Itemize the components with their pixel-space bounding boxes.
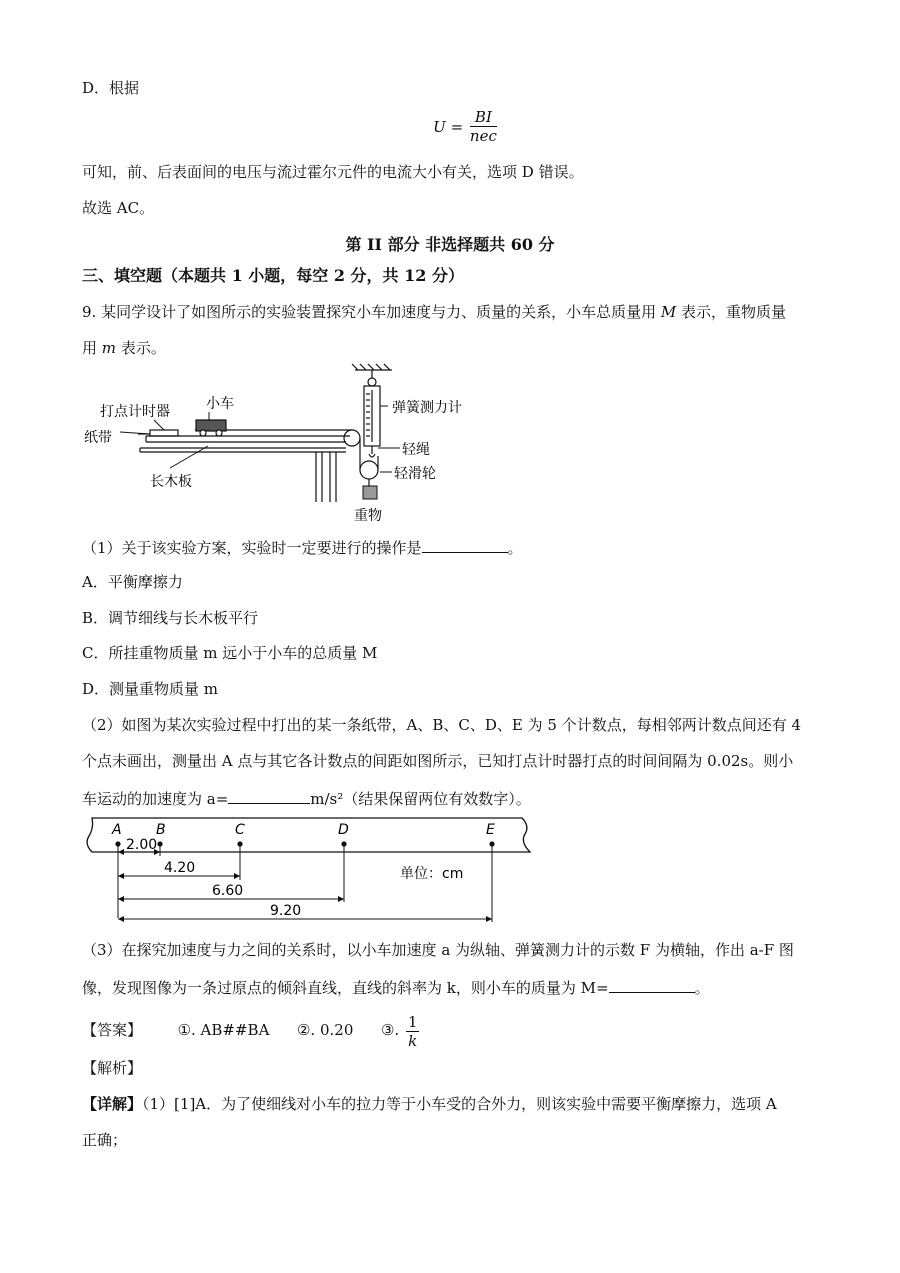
formula-denominator: nec — [469, 127, 497, 145]
q9-part1-prompt: （1）关于该实验方案，实验时一定要进行的操作是 — [82, 539, 422, 557]
tape-label-c: C — [235, 822, 245, 838]
q9-option-c: C．所挂重物质量 m 远小于小车的总质量 M — [82, 644, 378, 662]
q9-stem-text-tail: 表示，重物质量 — [681, 303, 787, 321]
weight-icon — [363, 486, 377, 499]
answer-3-denominator: k — [408, 1031, 418, 1050]
tape-label-d: D — [338, 822, 349, 838]
apparatus-diagram — [0, 360, 900, 530]
q9-option-d: D．测量重物质量 m — [82, 680, 219, 698]
q9-option-b: B．调节细线与长木板平行 — [82, 609, 259, 627]
tape-unit: 单位：cm — [400, 866, 464, 882]
tape-distance-ab: 2.00 — [126, 837, 158, 853]
detail-text: （1）[1]A．为了使细线对小车的拉力等于小车受的合外力，则该实验中需要平衡摩擦力，选项 A — [142, 1095, 777, 1113]
q9-part2-line1: （2）如图为某次实验过程中打出的某一条纸带，A、B、C、D、E 为 5 个计数点，每相邻两计数点间还有 4 — [82, 716, 802, 734]
section-title: 三、填空题（本题共 1 小题，每空 2 分，共 12 分） — [82, 266, 464, 285]
detail-line2: 正确； — [82, 1131, 128, 1149]
q9-stem-line2 — [82, 338, 166, 358]
q9-stem-M: M — [660, 303, 677, 321]
answer-3-numerator: 1 — [407, 1012, 418, 1031]
q9-part3-end: 。 — [694, 979, 710, 997]
tape-distance-ae: 9.20 — [270, 903, 302, 919]
label-weight: 重物 — [354, 508, 382, 524]
formula-numerator: BI — [470, 108, 497, 127]
q9-part3-prompt: 像，发现图像为一条过原点的倾斜直线，直线的斜率为 k，则小车的质量为 M= — [82, 979, 609, 997]
q9-stem-line2-tail: 表示。 — [120, 339, 166, 357]
detail-line1 — [82, 1094, 777, 1114]
tape-point-e — [489, 841, 494, 846]
tape-point-a — [115, 841, 120, 846]
board-and-table-icon — [140, 436, 350, 502]
q9-part2-unit: m/s²（结果保留两位有效数字）。 — [310, 790, 531, 808]
q9-stem-text: 9. 某同学设计了如图所示的实验装置探究小车加速度与力、质量的关系，小车总质量用 — [82, 303, 657, 321]
q9-stem-line1 — [82, 302, 786, 322]
tape-label-e: E — [486, 822, 495, 838]
q9-part3-line2 — [82, 976, 710, 998]
tape-dots — [115, 841, 494, 846]
q9-part2-line2: 个点未画出，测量出 A 点与其它各计数点的间距如图所示，已知打点计时器打点的时间间隔为 0.02s。则小 — [82, 752, 794, 770]
detail-label: 【详解】 — [82, 1095, 143, 1113]
formula-eq: = — [450, 117, 464, 136]
ceiling-icon — [352, 364, 392, 370]
tape-point-b — [157, 841, 162, 846]
answer-row — [82, 1010, 419, 1050]
q9-part3-line1: （3）在探究加速度与力之间的关系时，以小车加速度 a 为纵轴、弹簧测力计的示数 F 为横轴，作出 a-F 图 — [82, 941, 794, 959]
label-tape: 纸带 — [84, 430, 112, 446]
tape-label-b: B — [156, 822, 166, 838]
timer-icon — [138, 430, 178, 436]
answer-3-prefix: ③. — [380, 1021, 400, 1039]
label-board: 长木板 — [150, 474, 192, 490]
tape-label-a: A — [112, 822, 122, 838]
tape-distance-ac: 4.20 — [164, 860, 196, 876]
table-pulley-icon — [344, 430, 360, 446]
q9-part1-blank[interactable] — [422, 536, 508, 553]
label-pulley: 轻滑轮 — [394, 466, 436, 482]
q9-part3-blank[interactable] — [609, 976, 695, 993]
q9-stem-pre: 用 — [82, 339, 98, 357]
formula-fraction — [470, 108, 497, 145]
q9-part1-end: 。 — [507, 539, 523, 557]
formula-lhs: U — [433, 117, 446, 136]
q9-part2-line3 — [82, 787, 531, 809]
tape-point-d — [341, 841, 346, 846]
q9-part2-blank[interactable] — [228, 787, 310, 804]
q9-option-a: A．平衡摩擦力 — [82, 573, 183, 591]
label-rope: 轻绳 — [402, 442, 430, 458]
label-cart: 小车 — [206, 396, 234, 412]
tape-point-c — [237, 841, 242, 846]
option-d-label: D．根据 — [82, 79, 140, 97]
q9-part1-text — [82, 536, 523, 558]
q9-stem-m: m — [101, 339, 117, 357]
tape-dimension-lines — [118, 846, 492, 922]
cart-icon — [196, 420, 226, 436]
spring-scale-icon — [364, 370, 380, 457]
part-title: 第 II 部分 非选择题共 60 分 — [345, 235, 555, 254]
light-pulley-icon — [360, 461, 378, 486]
answer-label: 【答案】 — [82, 1021, 143, 1039]
answer-2: ②. 0.20 — [296, 1021, 354, 1039]
answer-text: 故选 AC。 — [82, 199, 155, 217]
tape-diagram — [0, 812, 900, 924]
label-timer: 打点计时器 — [100, 404, 170, 420]
answer-1: ①. AB##BA — [177, 1021, 270, 1039]
label-spring-scale: 弹簧测力计 — [392, 400, 462, 416]
formula — [0, 108, 900, 145]
answer-3-fraction — [406, 1013, 420, 1050]
tape-distance-ad: 6.60 — [212, 883, 244, 899]
conclusion-text: 可知，前、后表面间的电压与流过霍尔元件的电流大小有关，选项 D 错误。 — [82, 163, 584, 181]
q9-part2-prompt: 车运动的加速度为 a= — [82, 790, 229, 808]
analysis-label: 【解析】 — [82, 1059, 143, 1077]
